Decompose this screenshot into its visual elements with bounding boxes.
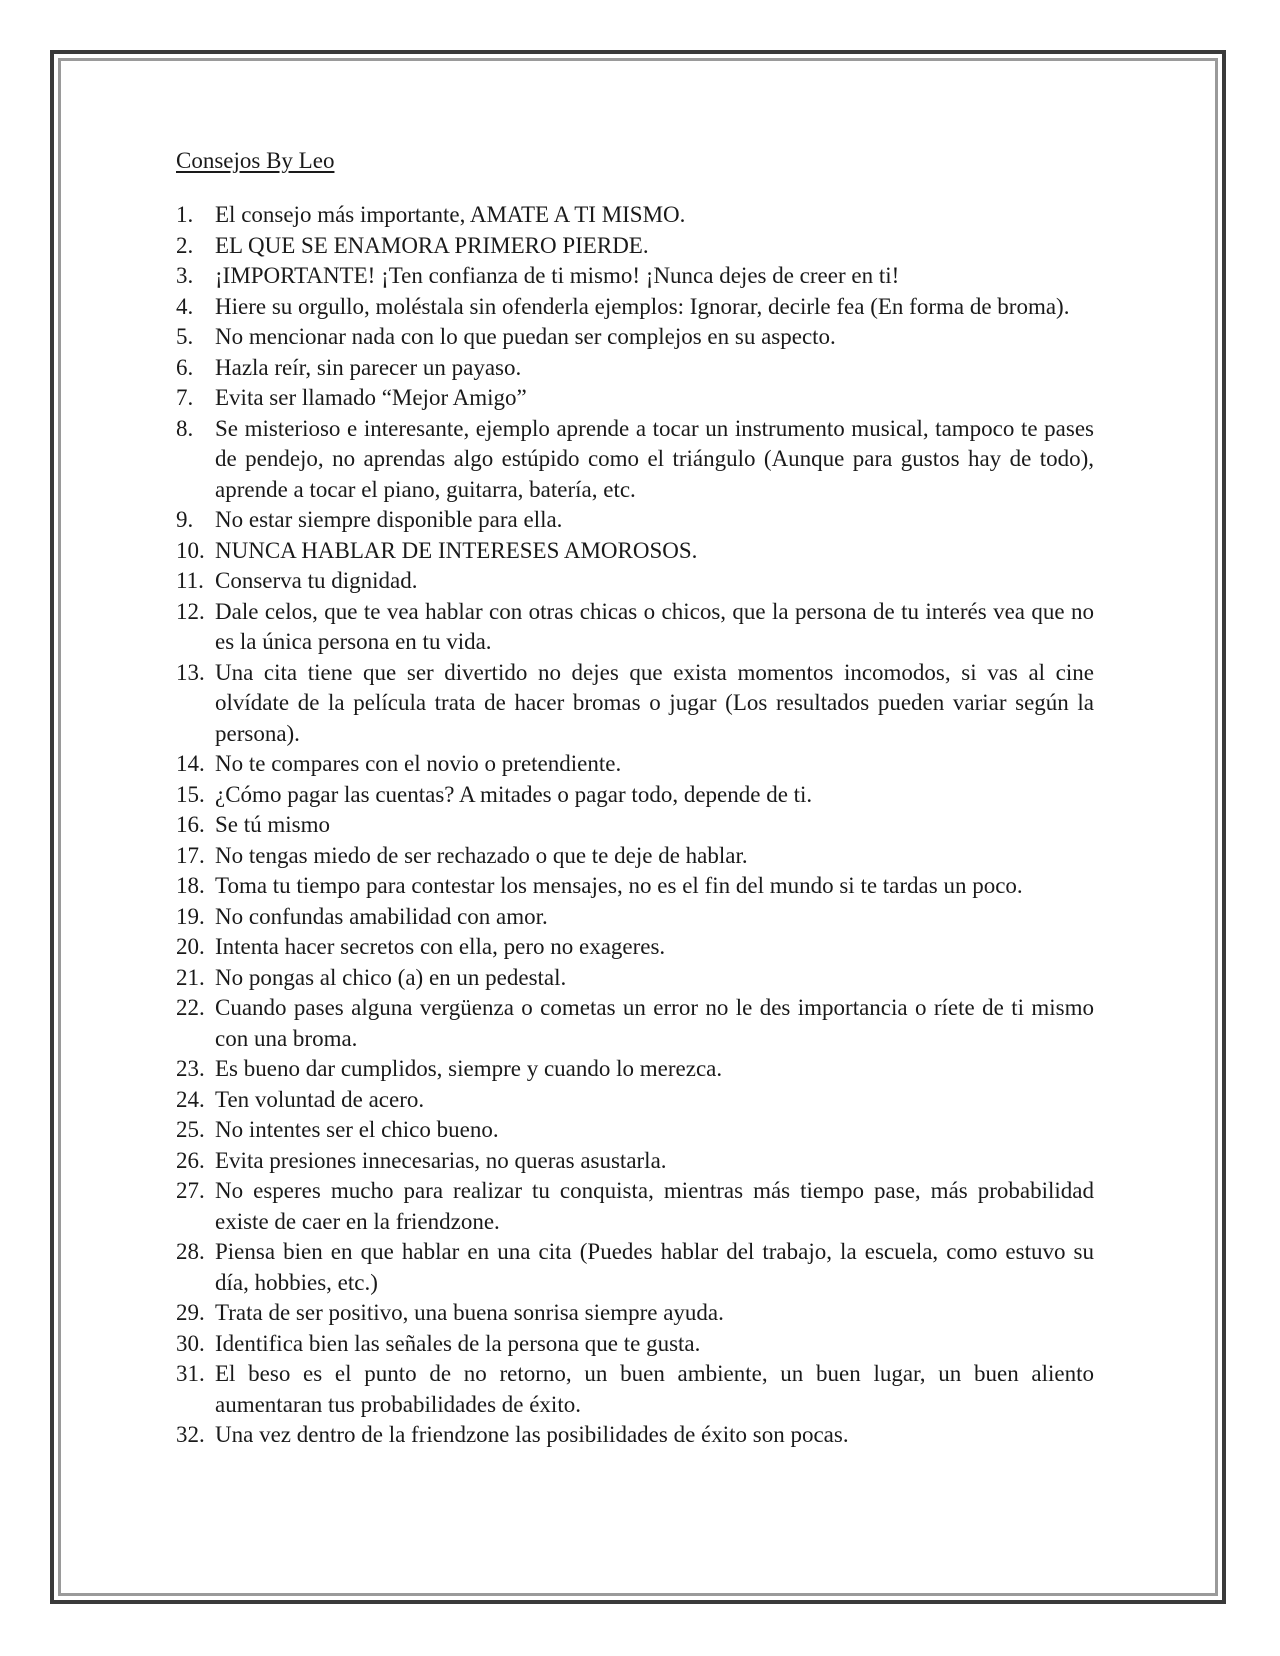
- list-item: [176, 749, 1094, 780]
- list-item-text: No tengas miedo de ser rechazado o que te deje de hablar.: [215, 842, 748, 868]
- list-item-number: 9.: [176, 507, 194, 532]
- list-item-number: 16.: [176, 812, 205, 837]
- list-item: [176, 1054, 1094, 1085]
- list-item-text: NUNCA HABLAR DE INTERESES AMOROSOS.: [215, 537, 698, 563]
- list-item-number: 13.: [176, 659, 205, 685]
- list-item-number: 1.: [176, 202, 194, 227]
- list-item-text: Evita presiones innecesarias, no queras asustarla.: [215, 1147, 667, 1173]
- list-item-text: El beso es el punto de no retorno, un buen ambiente, un buen lugar, un buen aliento aumentaran tus probabilidades de éxito.: [215, 1361, 1094, 1417]
- list-item: [176, 597, 1094, 658]
- list-item-number: 24.: [176, 1086, 205, 1112]
- list-item: [176, 322, 1094, 353]
- list-item-text: El consejo más importante, AMATE A TI MISMO.: [215, 202, 686, 227]
- list-item-text: Piensa bien en que hablar en una cita (Puedes hablar del trabajo, la escuela, como estuvo su día, hobbies, etc.): [215, 1239, 1094, 1295]
- list-item-number: 10.: [176, 537, 205, 563]
- list-item-text: Trata de ser positivo, una buena sonrisa siempre ayuda.: [215, 1300, 724, 1325]
- list-item: [176, 810, 1094, 841]
- list-item-text: Es bueno dar cumplidos, siempre y cuando lo merezca.: [215, 1056, 723, 1081]
- document-body: [176, 146, 1094, 1451]
- list-item-text: Una vez dentro de la friendzone las posibilidades de éxito son pocas.: [215, 1422, 849, 1447]
- list-item-number: 2.: [176, 232, 194, 258]
- list-item: [176, 1085, 1094, 1116]
- list-item-text: No estar siempre disponible para ella.: [215, 507, 563, 532]
- list-item: [176, 383, 1094, 414]
- list-item: [176, 902, 1094, 933]
- tips-list: [176, 200, 1094, 1451]
- list-item-text: Hazla reír, sin parecer un payaso.: [215, 354, 522, 380]
- list-item: [176, 1298, 1094, 1329]
- list-item-number: 7.: [176, 385, 194, 410]
- list-item-number: 19.: [176, 903, 205, 929]
- list-item-number: 14.: [176, 751, 205, 776]
- list-item-number: 25.: [176, 1117, 205, 1142]
- list-item-text: Toma tu tiempo para contestar los mensajes, no es el fin del mundo si te tardas un poco.: [215, 873, 1023, 898]
- list-item-text: Conserva tu dignidad.: [215, 568, 418, 593]
- list-item-text: Hiere su orgullo, moléstala sin ofenderla ejemplos: Ignorar, decirle fea (En forma de broma).: [215, 293, 1070, 319]
- list-item-number: 27.: [176, 1178, 205, 1203]
- list-item-number: 30.: [176, 1330, 205, 1356]
- list-item: [176, 780, 1094, 811]
- list-item: [176, 1329, 1094, 1360]
- list-item: [176, 353, 1094, 384]
- list-item: [176, 200, 1094, 231]
- list-item: [176, 1115, 1094, 1146]
- list-item-text: Una cita tiene que ser divertido no dejes que exista momentos incomodos, si vas al cine olvídate de la película trata de hacer bromas o jugar (Los resultados pueden variar según la persona).: [215, 659, 1094, 746]
- list-item-number: 26.: [176, 1147, 205, 1173]
- list-item-text: Intenta hacer secretos con ella, pero no exageres.: [215, 934, 666, 959]
- list-item: [176, 1237, 1094, 1298]
- list-item-text: ¿Cómo pagar las cuentas? A mitades o pagar todo, depende de ti.: [215, 781, 813, 807]
- list-item: [176, 1420, 1094, 1451]
- list-item: [176, 871, 1094, 902]
- list-item-number: 11.: [176, 568, 204, 593]
- list-item-text: No intentes ser el chico bueno.: [215, 1117, 499, 1142]
- list-item-number: 15.: [176, 781, 205, 807]
- list-item-text: Se misterioso e interesante, ejemplo aprende a tocar un instrumento musical, tampoco te pases de pendejo, no aprendas algo estúpido como el triángulo (Aunque para gustos hay de todo), aprende a tocar el piano, guitarra, batería, etc.: [215, 415, 1094, 502]
- list-item: [176, 993, 1094, 1054]
- list-item: [176, 658, 1094, 750]
- list-item: [176, 841, 1094, 872]
- list-item-number: 22.: [176, 995, 205, 1020]
- list-item-number: 21.: [176, 964, 205, 990]
- list-item-text: Ten voluntad de acero.: [215, 1086, 425, 1112]
- list-item-text: No te compares con el novio o pretendiente.: [215, 751, 622, 776]
- list-item-text: Identifica bien las señales de la persona que te gusta.: [215, 1330, 701, 1356]
- list-item-number: 32.: [176, 1422, 205, 1447]
- list-item-number: 5.: [176, 324, 194, 349]
- list-item-number: 20.: [176, 934, 205, 959]
- list-item-text: No mencionar nada con lo que puedan ser complejos en su aspecto.: [215, 324, 836, 349]
- list-item-number: 23.: [176, 1056, 205, 1081]
- list-item-number: 4.: [176, 293, 194, 319]
- list-item-text: Se tú mismo: [215, 812, 331, 837]
- list-item-number: 17.: [176, 842, 205, 868]
- list-item-number: 31.: [176, 1361, 205, 1386]
- list-item-number: 12.: [176, 598, 205, 624]
- list-item-text: No pongas al chico (a) en un pedestal.: [215, 964, 567, 990]
- list-item: [176, 963, 1094, 994]
- list-item: [176, 292, 1094, 323]
- list-item-text: No esperes mucho para realizar tu conquista, mientras más tiempo pase, más probabilidad existe de caer en la friendzone.: [215, 1178, 1094, 1234]
- list-item-text: EL QUE SE ENAMORA PRIMERO PIERDE.: [215, 232, 649, 258]
- list-item-number: 3.: [176, 263, 194, 288]
- list-item: [176, 566, 1094, 597]
- list-item: [176, 1359, 1094, 1420]
- list-item-number: 6.: [176, 354, 194, 380]
- list-item: [176, 1146, 1094, 1177]
- list-item-text: Evita ser llamado “Mejor Amigo”: [215, 385, 527, 410]
- list-item: [176, 231, 1094, 262]
- list-item: [176, 932, 1094, 963]
- document-title: Consejos By Leo: [176, 148, 335, 173]
- list-item-number: 8.: [176, 415, 194, 441]
- list-item-number: 29.: [176, 1300, 205, 1325]
- list-item-text: Dale celos, que te vea hablar con otras chicas o chicos, que la persona de tu interés vea que no es la única persona en tu vida.: [215, 598, 1094, 654]
- list-item: [176, 1176, 1094, 1237]
- list-item-text: ¡IMPORTANTE! ¡Ten confianza de ti mismo! ¡Nunca dejes de creer en ti!: [215, 263, 900, 288]
- list-item-text: Cuando pases alguna vergüenza o cometas un error no le des importancia o ríete de ti mismo con una broma.: [215, 995, 1094, 1051]
- list-item-text: No confundas amabilidad con amor.: [215, 903, 548, 929]
- list-item-number: 18.: [176, 873, 205, 898]
- list-item-number: 28.: [176, 1239, 205, 1264]
- list-item: [176, 505, 1094, 536]
- list-item: [176, 414, 1094, 506]
- list-item: [176, 261, 1094, 292]
- list-item: [176, 536, 1094, 567]
